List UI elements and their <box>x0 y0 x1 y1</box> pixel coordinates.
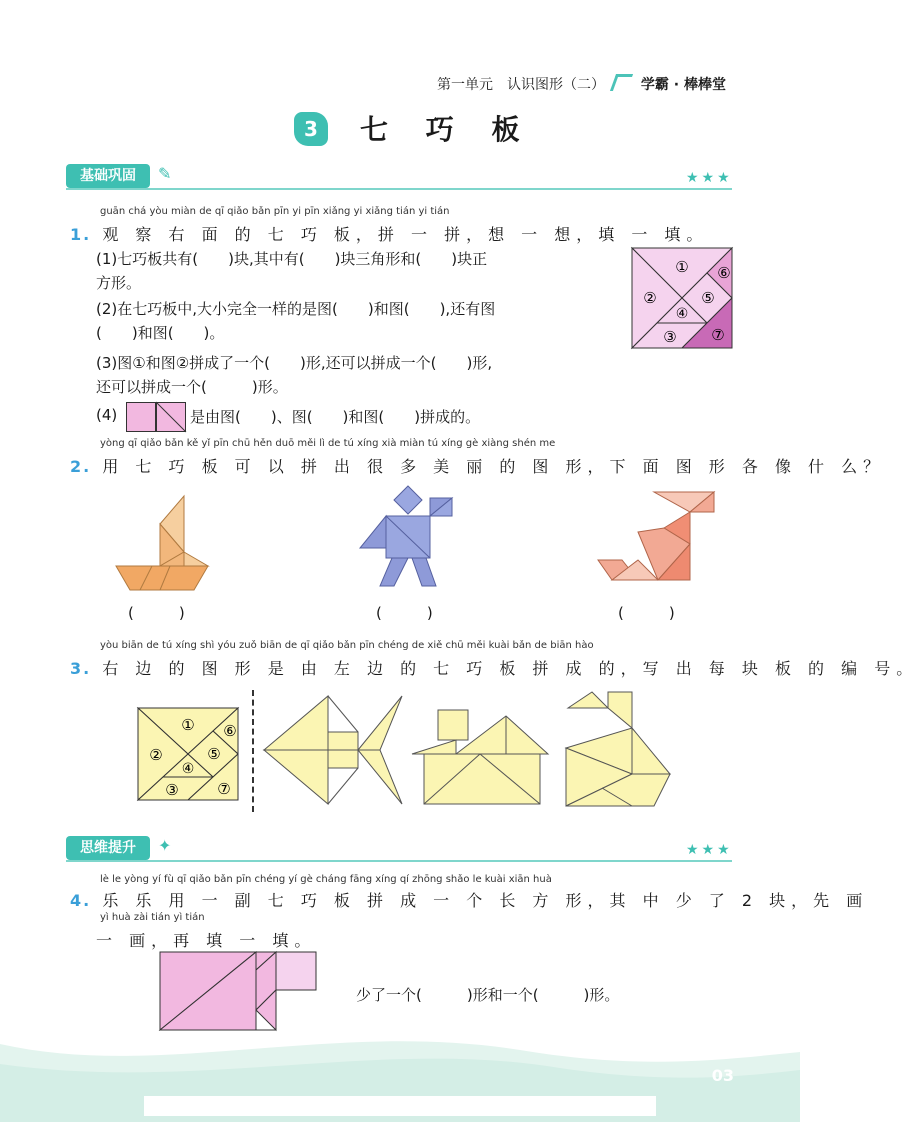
q1-sub1-line1: (1)七巧板共有( )块,其中有( )块三角形和( )块正 <box>96 250 488 268</box>
difficulty-stars: ★★★ <box>686 170 733 186</box>
bottom-wave-decoration <box>0 1030 800 1122</box>
question-number: 2. <box>70 457 92 476</box>
piece-label: ⑥ <box>717 264 731 282</box>
q4-rectangle-figure <box>158 950 320 1032</box>
piece-label: ⑤ <box>701 289 715 307</box>
piece-label: ① <box>181 716 195 734</box>
piece-label: ① <box>675 258 689 276</box>
q4-stem-line2: 一 画，再 填 一 填。 <box>96 931 317 950</box>
question-number: 1. <box>70 225 92 244</box>
lesson-title: 七 巧 板 <box>360 113 534 146</box>
question-number: 4. <box>70 891 92 910</box>
q1-sub2-line1: (2)在七巧板中,大小完全一样的是图( )和图( ),还有图 <box>96 300 496 318</box>
q4-pinyin-line1: lè le yòng yí fù qī qiǎo bǎn pīn chéng yí gè cháng fāng xíng qí zhōng shǎo le kuài xiān huà <box>100 874 552 885</box>
q2-person-figure <box>356 486 466 592</box>
q3-house-figure <box>410 708 552 808</box>
piece-label: ⑤ <box>207 745 221 763</box>
dashed-divider <box>252 690 254 812</box>
q1-sub2-line2: ( )和图( )。 <box>96 324 225 342</box>
piece-label: ⑥ <box>223 722 237 740</box>
lesson-number-badge: 3 <box>294 112 328 146</box>
q1-stem <box>70 222 708 245</box>
piece-label: ③ <box>663 328 677 346</box>
q3-stem <box>70 656 918 679</box>
brand-name: 学霸 · 棒棒堂 <box>640 77 726 93</box>
sparkle-icon: ✦ <box>158 836 172 855</box>
q1-tangram-figure <box>630 246 734 350</box>
piece-label: ④ <box>181 761 195 777</box>
q1-sub3-line2: 还可以拼成一个( )形。 <box>96 378 288 396</box>
q1-sub3-line1: (3)图①和图②拼成了一个( )形,还可以拼成一个( )形, <box>96 354 493 372</box>
q2-answer-blank-3[interactable]: ( ) <box>618 604 675 622</box>
piece-label: ④ <box>675 306 689 322</box>
question-text: 观 察 右 面 的 七 巧 板，拼 一 拼，想 一 想，填 一 填。 <box>102 225 709 244</box>
q1-sub4-text: 是由图( )、图( )和图( )拼成的。 <box>190 408 481 426</box>
q3-swan-figure <box>562 688 672 810</box>
section-tag-advanced: 思维提升 <box>66 836 150 860</box>
q2-boat-figure <box>112 494 212 594</box>
q2-stem <box>70 454 885 477</box>
section-tag-basic: 基础巩固 <box>66 164 150 188</box>
q2-answer-blank-1[interactable]: ( ) <box>128 604 185 622</box>
running-header <box>437 74 726 94</box>
q3-tangram-key <box>136 706 240 802</box>
q2-kangaroo-figure <box>594 488 724 590</box>
q3-fish-figure <box>262 692 406 808</box>
graduation-cap-icon <box>610 74 633 91</box>
q4-stem-line1 <box>70 888 868 911</box>
piece-label: ③ <box>165 781 179 799</box>
q1-small-shape <box>126 402 186 432</box>
q3-pinyin: yòu biān de tú xíng shì yóu zuǒ biān de qī qiǎo bǎn pīn chéng de xiě chū měi kuài bǎn de biān hào <box>100 640 594 651</box>
question-text: 右 边 的 图 形 是 由 左 边 的 七 巧 板 拼 成 的，写 出 每 块 板 的 编 号。 <box>102 659 918 678</box>
q4-pinyin-line2: yì huà zài tián yì tián <box>100 912 205 923</box>
piece-label: ② <box>149 746 163 764</box>
difficulty-stars: ★★★ <box>686 842 733 858</box>
question-text: 用 七 巧 板 可 以 拼 出 很 多 美 丽 的 图 形，下 面 图 形 各 像 什 么？ <box>102 457 886 476</box>
q1-sub1-line2: 方形。 <box>96 274 142 292</box>
question-text: 乐 乐 用 一 副 七 巧 板 拼 成 一 个 长 方 形，其 中 少 了 2 块，先 画 <box>102 891 869 910</box>
q2-pinyin: yòng qī qiǎo bǎn kě yǐ pīn chū hěn duō měi lì de tú xíng xià miàn tú xíng gè xiàng shén me <box>100 438 556 449</box>
q2-answer-blank-2[interactable]: ( ) <box>376 604 433 622</box>
q4-answer-line[interactable]: 少了一个( )形和一个( )形。 <box>356 986 620 1004</box>
q1-pinyin: guān chá yòu miàn de qī qiǎo bǎn pīn yi pīn xiǎng yi xiǎng tián yi tián <box>100 206 450 217</box>
unit-title: 第一单元 认识图形（二） <box>437 77 606 93</box>
q1-sub4-prefix: (4) <box>96 406 118 424</box>
piece-label: ② <box>643 289 657 307</box>
piece-label: ⑦ <box>711 326 725 344</box>
question-number: 3. <box>70 659 92 678</box>
page-number: 03 <box>711 1066 734 1085</box>
pencil-icon: ✎ <box>158 164 172 183</box>
piece-label: ⑦ <box>217 780 231 798</box>
